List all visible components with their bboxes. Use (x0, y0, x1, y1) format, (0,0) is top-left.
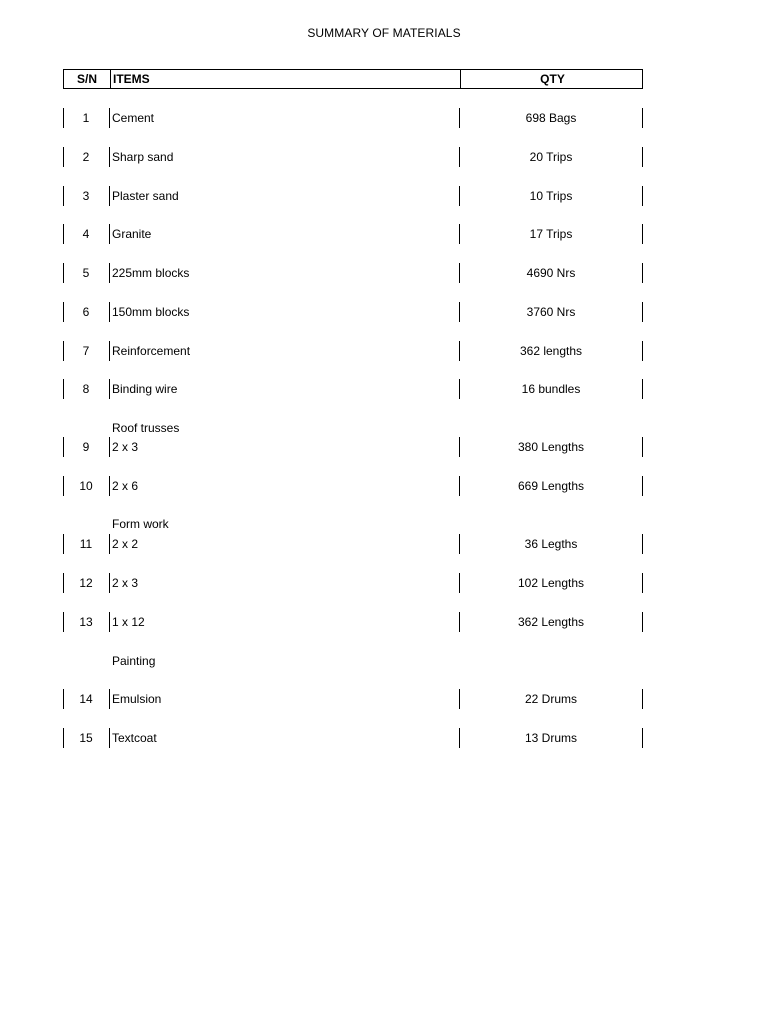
row-sn: 13 (79, 615, 93, 629)
row-sn: 8 (82, 382, 90, 396)
table-row (0, 302, 768, 322)
row-qty: 669 Lengths (517, 479, 585, 493)
row-sn: 2 (82, 150, 90, 164)
table-row (0, 728, 768, 748)
row-qty: 36 Legths (524, 537, 578, 551)
row-sn: 3 (82, 189, 90, 203)
table-row (0, 108, 768, 128)
row-item: Binding wire (112, 382, 178, 396)
row-item: 2 x 3 (112, 440, 139, 454)
row-sn: 11 (79, 537, 93, 551)
row-sn: 9 (82, 440, 90, 454)
row-qty: 22 Drums (524, 692, 577, 706)
row-qty: 13 Drums (524, 731, 577, 745)
row-item: Textcoat (112, 731, 157, 745)
row-sn: 1 (82, 111, 90, 125)
row-sn: 4 (82, 227, 90, 241)
table-row (0, 476, 768, 496)
row-item: Sharp sand (112, 150, 174, 164)
table-row (0, 263, 768, 283)
row-sn: 7 (82, 344, 90, 358)
row-qty: 362 Lengths (517, 615, 585, 629)
row-qty: 3760 Nrs (526, 305, 576, 319)
header-sn: S/N (64, 70, 111, 88)
table-row (0, 534, 768, 554)
row-item: Reinforcement (112, 344, 191, 358)
row-item: Granite (112, 227, 152, 241)
row-sn: 5 (82, 266, 90, 280)
section-label-form-work: Form work (112, 517, 169, 531)
row-sn: 15 (79, 731, 93, 745)
row-item: Cement (112, 111, 155, 125)
row-item: 2 x 2 (112, 537, 139, 551)
document-title: SUMMARY OF MATERIALS (307, 26, 461, 40)
table-row (0, 689, 768, 709)
row-qty: 17 Trips (529, 227, 573, 241)
row-qty: 380 Lengths (517, 440, 585, 454)
table-row (0, 573, 768, 593)
row-item: 1 x 12 (112, 615, 145, 629)
row-qty: 20 Trips (529, 150, 573, 164)
row-sn: 10 (79, 479, 93, 493)
table-row (0, 147, 768, 167)
row-item: Plaster sand (112, 189, 179, 203)
section-label-painting: Painting (112, 654, 156, 668)
row-qty: 4690 Nrs (526, 266, 576, 280)
table-row (0, 224, 768, 244)
row-item: Emulsion (112, 692, 162, 706)
row-qty: 16 bundles (521, 382, 581, 396)
table-row (0, 341, 768, 361)
row-item: 2 x 3 (112, 576, 139, 590)
header-qty: QTY (460, 70, 644, 88)
table-row (0, 437, 768, 457)
table-row (0, 186, 768, 206)
row-qty: 10 Trips (529, 189, 573, 203)
table-row (0, 379, 768, 399)
row-sn: 6 (82, 305, 90, 319)
table-row (0, 612, 768, 632)
row-item: 150mm blocks (112, 305, 190, 319)
row-sn: 12 (79, 576, 93, 590)
row-qty: 362 lengths (519, 344, 583, 358)
row-item: 2 x 6 (112, 479, 139, 493)
table-header (63, 69, 643, 89)
row-item: 225mm blocks (112, 266, 190, 280)
header-items: ITEMS (113, 72, 150, 86)
row-qty: 698 Bags (525, 111, 577, 125)
section-label-roof-trusses: Roof trusses (112, 421, 180, 435)
row-sn: 14 (79, 692, 93, 706)
row-qty: 102 Lengths (517, 576, 585, 590)
